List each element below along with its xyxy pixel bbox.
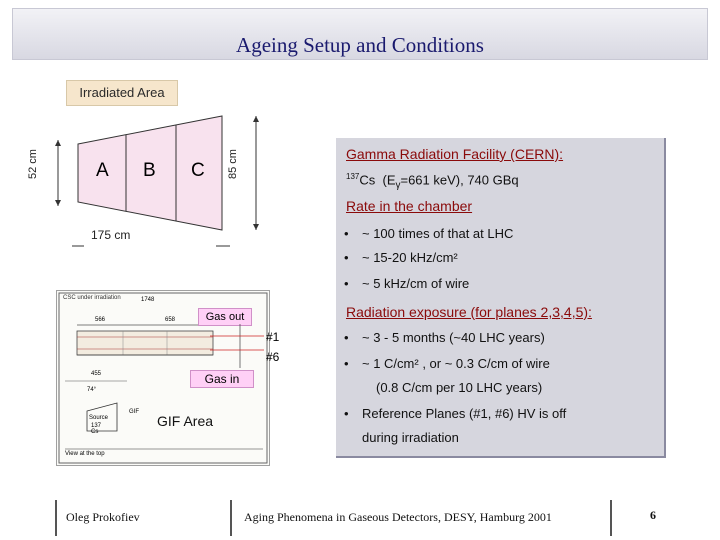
chamber-diagram — [0, 0, 300, 260]
dim-455: 455 — [91, 371, 102, 377]
dim-658: 658 — [165, 317, 176, 323]
width-175-label: 175 cm — [91, 228, 131, 242]
section-a-label: A — [96, 160, 109, 181]
source-isotope: 137 — [346, 172, 360, 181]
exposure-note: (0.8 C/cm per 10 LHC years) — [376, 380, 543, 395]
exposure-item-2: ~ 1 C/cm² , or ~ 0.3 C/cm of wire — [362, 356, 550, 371]
footer-author: Oleg Prokofiev — [66, 510, 140, 524]
section-b-label: B — [143, 160, 156, 181]
slide-title: Ageing Setup and Conditions — [236, 33, 484, 57]
csc-chamber-top-view — [77, 331, 213, 355]
bullet: • — [344, 330, 349, 345]
bullet: • — [344, 226, 349, 241]
plane-6-label: #6 — [266, 350, 280, 364]
footer-divider-right — [610, 500, 612, 536]
gas-lines — [200, 320, 270, 370]
gif-header: Gamma Radiation Facility (CERN): — [346, 146, 564, 162]
dim-1748: 1748 — [141, 297, 155, 303]
reference-item-line2: during irradiation — [362, 430, 459, 445]
section-c-label: C — [191, 160, 205, 181]
height-52-label: 52 cm — [26, 149, 39, 179]
exposure-header: Radiation exposure (for planes 2,3,4,5): — [346, 304, 592, 320]
rate-item-3: ~ 5 kHz/cm of wire — [362, 276, 470, 291]
gif-info-panel — [336, 138, 666, 458]
gif-tag: GIF — [129, 409, 139, 415]
footer-divider-left — [55, 500, 57, 536]
source-element: Cs — [91, 429, 99, 435]
footer-page-number: 6 — [650, 508, 656, 522]
irradiated-area-label: Irradiated Area — [66, 80, 178, 106]
csc-label: CSC under irradiation — [63, 295, 121, 301]
footer-conference: Aging Phenomena in Gaseous Detectors, DESY, Hamburg 2001 — [244, 510, 552, 524]
footer-divider-mid — [230, 500, 232, 536]
rate-item-1: ~ 100 times of that at LHC — [362, 226, 514, 241]
angle-label: 74° — [87, 387, 97, 393]
exposure-item-1: ~ 3 - 5 months (~40 LHC years) — [362, 330, 545, 345]
rate-header: Rate in the chamber — [346, 198, 473, 214]
reference-item-line1: Reference Planes (#1, #6) HV is off — [362, 406, 567, 421]
bullet: • — [344, 276, 349, 291]
dim-566: 566 — [95, 317, 106, 323]
rate-item-2: ~ 15-20 kHz/cm² — [362, 250, 458, 265]
bullet: • — [344, 406, 349, 421]
gas-in-tag: Gas in — [190, 370, 254, 388]
bullet: • — [344, 356, 349, 371]
gas-out-tag: Gas out — [198, 308, 252, 326]
bullet: • — [344, 250, 349, 265]
source-label: Source — [89, 415, 109, 421]
source-energy-prefix: (E — [382, 172, 396, 188]
source-line — [346, 172, 519, 191]
view-label: View at the top — [65, 451, 105, 457]
source-element: Cs — [359, 172, 376, 188]
plane-1-label: #1 — [266, 330, 280, 344]
source-energy-suffix: =661 keV), 740 GBq — [400, 172, 519, 188]
source-energy-sub: γ — [395, 179, 401, 191]
height-85-label: 85 cm — [226, 149, 239, 179]
source-mass-number: 137 — [91, 423, 102, 429]
gif-area-label: GIF Area — [157, 413, 214, 429]
